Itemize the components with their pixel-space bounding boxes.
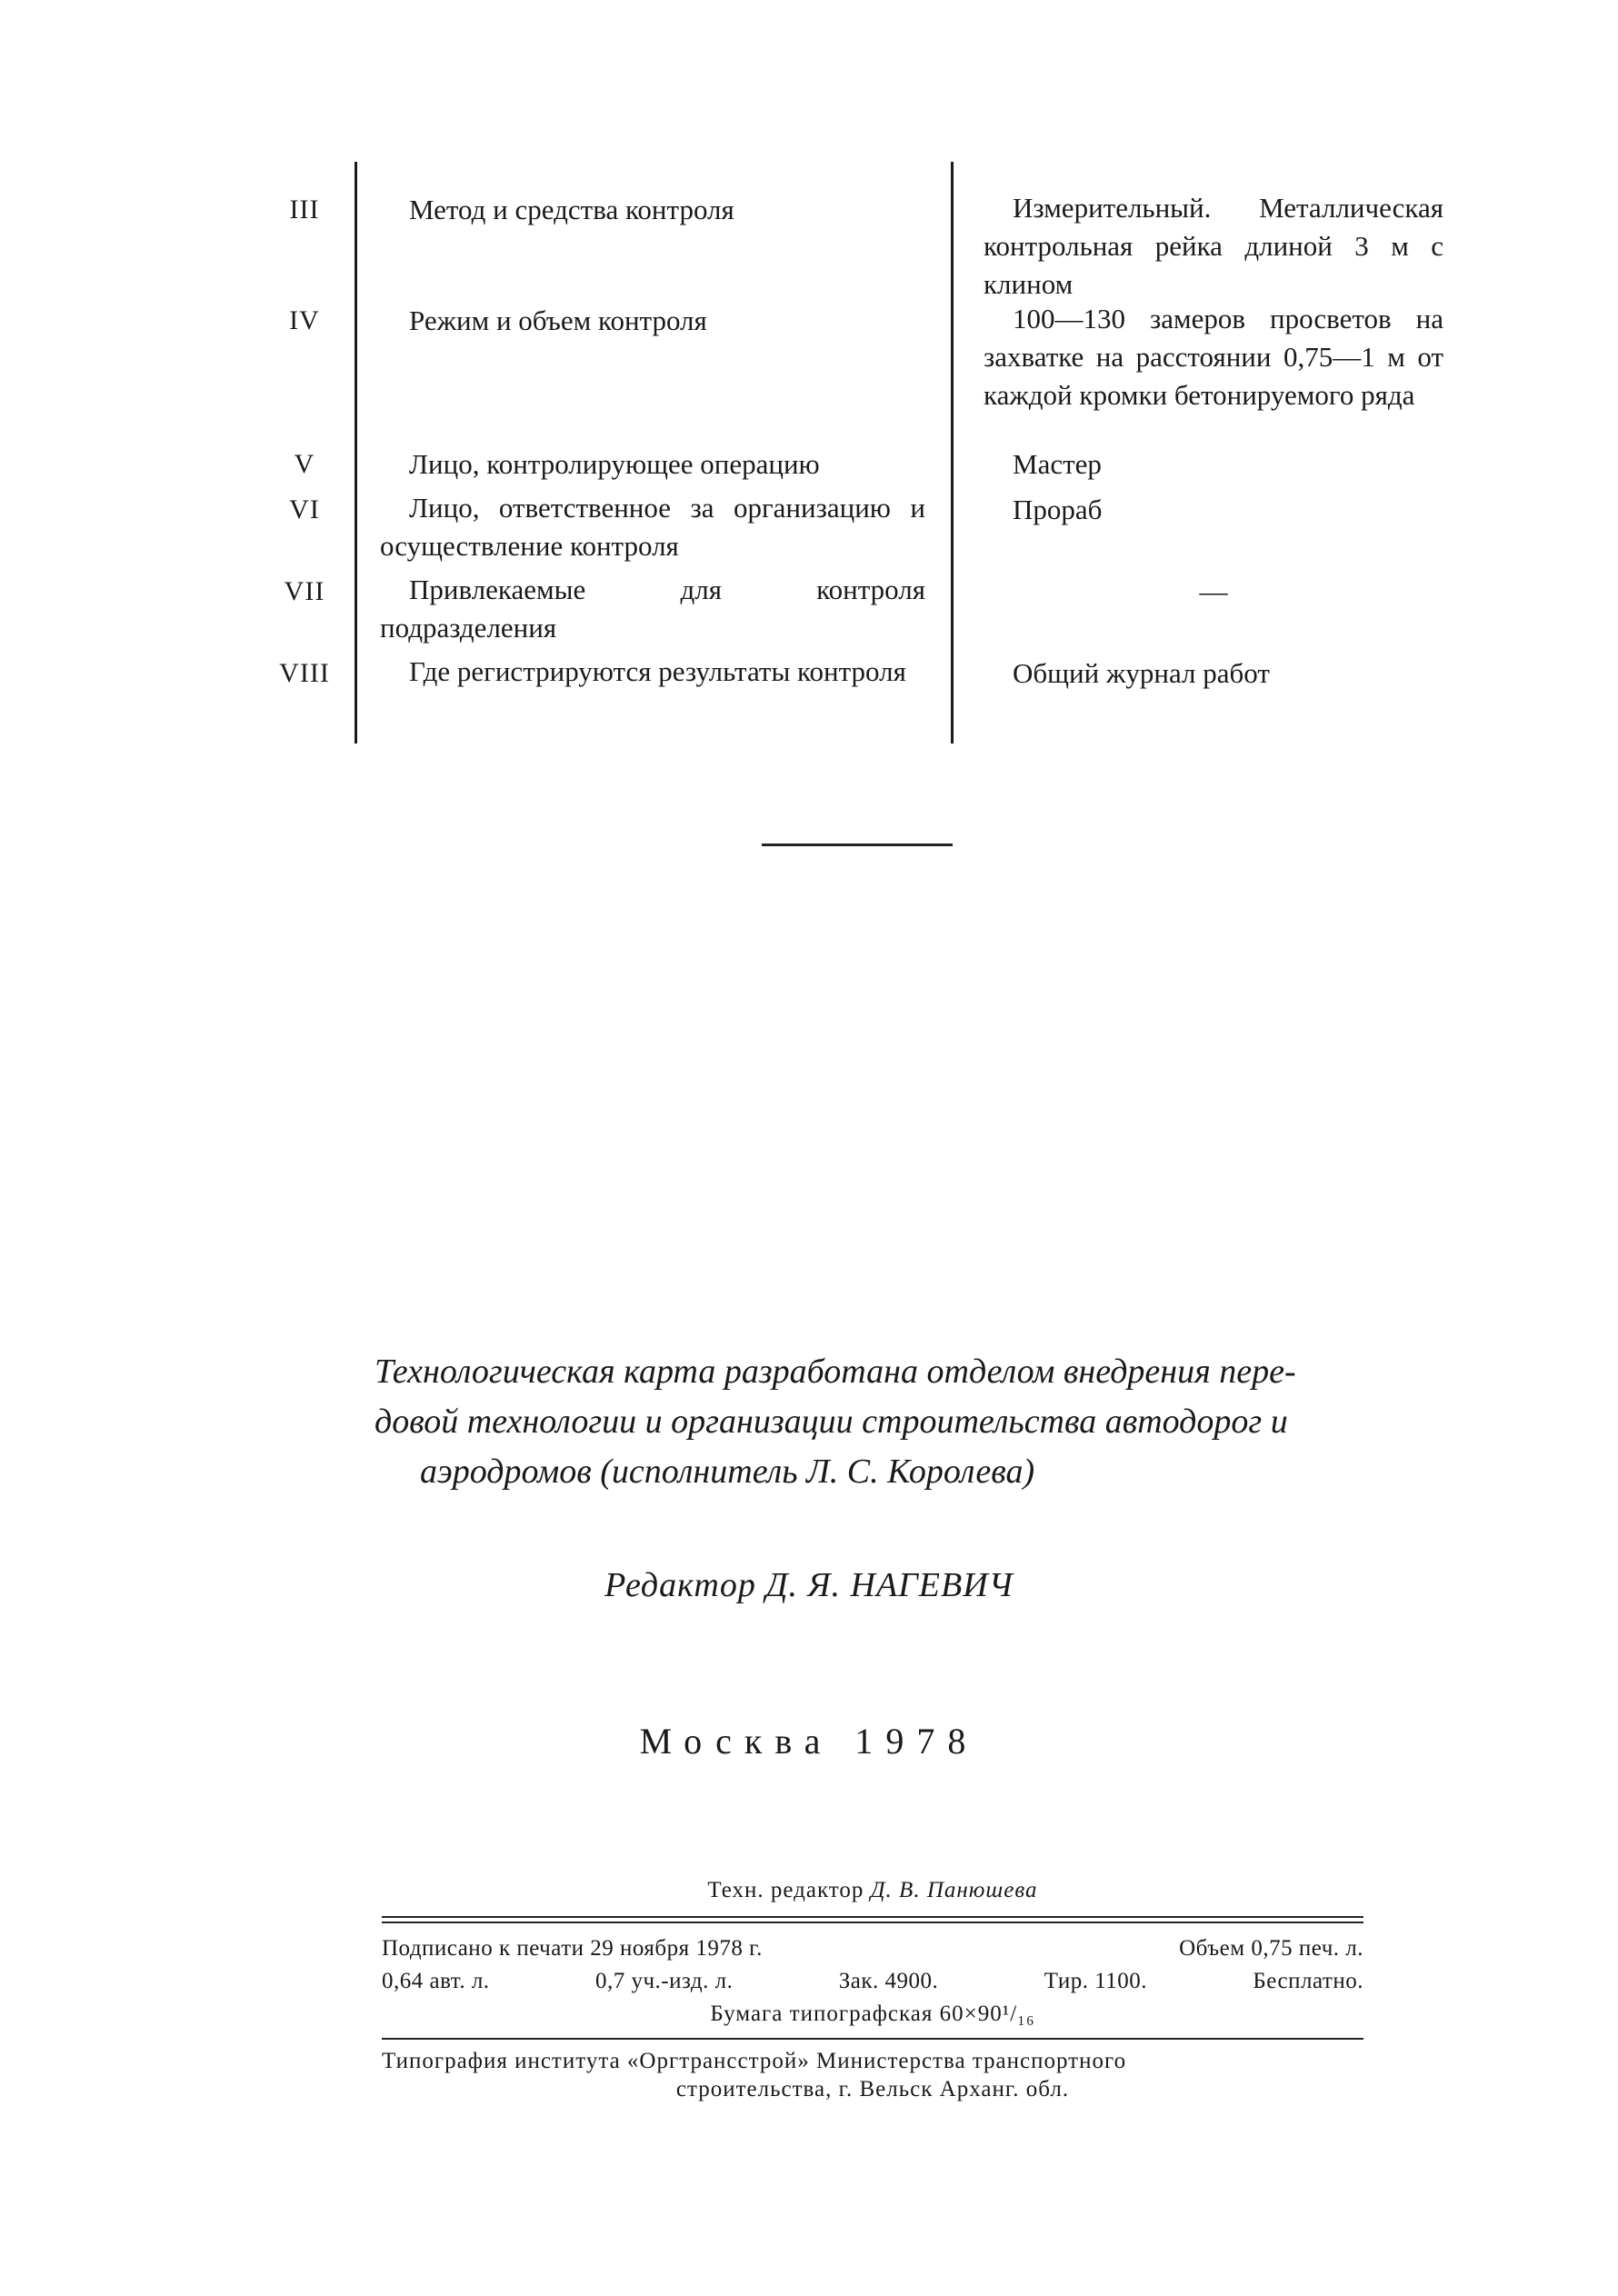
credits-line: Технологическая карта разработана отделом внедрения пере-	[375, 1353, 1296, 1391]
print-run: Тир. 1100.	[1044, 1969, 1148, 1993]
row-number: V	[294, 449, 315, 479]
tech-editor-label: Техн. редактор	[707, 1878, 864, 1902]
row-description: Метод и средства контроля	[409, 194, 734, 225]
publisher-sheets: 0,7 уч.-изд. л.	[594, 1969, 734, 1993]
credits-line: довой технологии и организации строительства автодорог и	[375, 1403, 1288, 1441]
paper-format: Бумага типографская 60×90¹/₁₆	[710, 2002, 1035, 2026]
editor-line: Редактор Д. Я. НАГЕВИЧ	[604, 1566, 1014, 1604]
row-number: VI	[289, 494, 320, 524]
author-sheets: 0,64 авт. л.	[382, 1969, 490, 1993]
row-description: Лицо, ответственное за организацию и осуществление контроля	[380, 492, 925, 562]
imprint-line-numbers	[382, 1965, 1363, 1998]
table-divider-left	[355, 162, 357, 744]
signed-date: Подписано к печати 29 ноября 1978 г.	[382, 1936, 763, 1961]
row-value: Мастер	[1013, 448, 1102, 480]
volume: Объем 0,75 печ. л.	[1179, 1936, 1363, 1961]
row-number: VIII	[279, 658, 330, 688]
price: Бесплатно.	[1253, 1969, 1363, 1993]
printer-line: строительства, г. Вельск Арханг. обл.	[675, 2077, 1070, 2101]
row-value: —	[1199, 575, 1228, 607]
single-rule	[382, 2038, 1363, 2040]
tech-editor-name: Д. В. Панюшева	[870, 1878, 1038, 1902]
credits-paragraph	[375, 1347, 1365, 1497]
row-description: Режим и объем контроля	[409, 304, 707, 336]
row-description: Где регистрируются результаты контроля	[409, 655, 906, 687]
row-description: Привлекаемые для контроля подразделения	[380, 574, 925, 644]
row-value: Измерительный. Металлическая контрольная рейка длиной 3 м с клином	[984, 192, 1443, 300]
table-divider-right	[951, 162, 954, 744]
row-number: VII	[284, 576, 325, 606]
imprint-block	[382, 1872, 1363, 2103]
tech-editor-line	[382, 1872, 1363, 1909]
row-value: Прораб	[1013, 494, 1103, 525]
section-divider	[762, 844, 953, 846]
row-value: Общий журнал работ	[1013, 657, 1270, 689]
row-number: IV	[289, 305, 320, 335]
credits-line: аэродромов (исполнитель Л. С. Королева)	[420, 1452, 1035, 1491]
order-number: Зак. 4900.	[838, 1969, 939, 1993]
double-rule	[382, 1916, 1363, 1923]
row-description: Лицо, контролирующее операцию	[409, 448, 820, 480]
row-value: 100—130 замеров просветов на захватке на расстоянии 0,75—1 м от каждой кромки бетонируемого ряда	[984, 303, 1443, 411]
city-year: Москва 1978	[639, 1721, 979, 1762]
row-number: III	[289, 195, 320, 225]
control-table	[264, 162, 1463, 744]
imprint-line-signed	[382, 1932, 1363, 1965]
printer-line: Типография института «Оргтрансстрой» Министерства транспортного	[382, 2049, 1127, 2073]
